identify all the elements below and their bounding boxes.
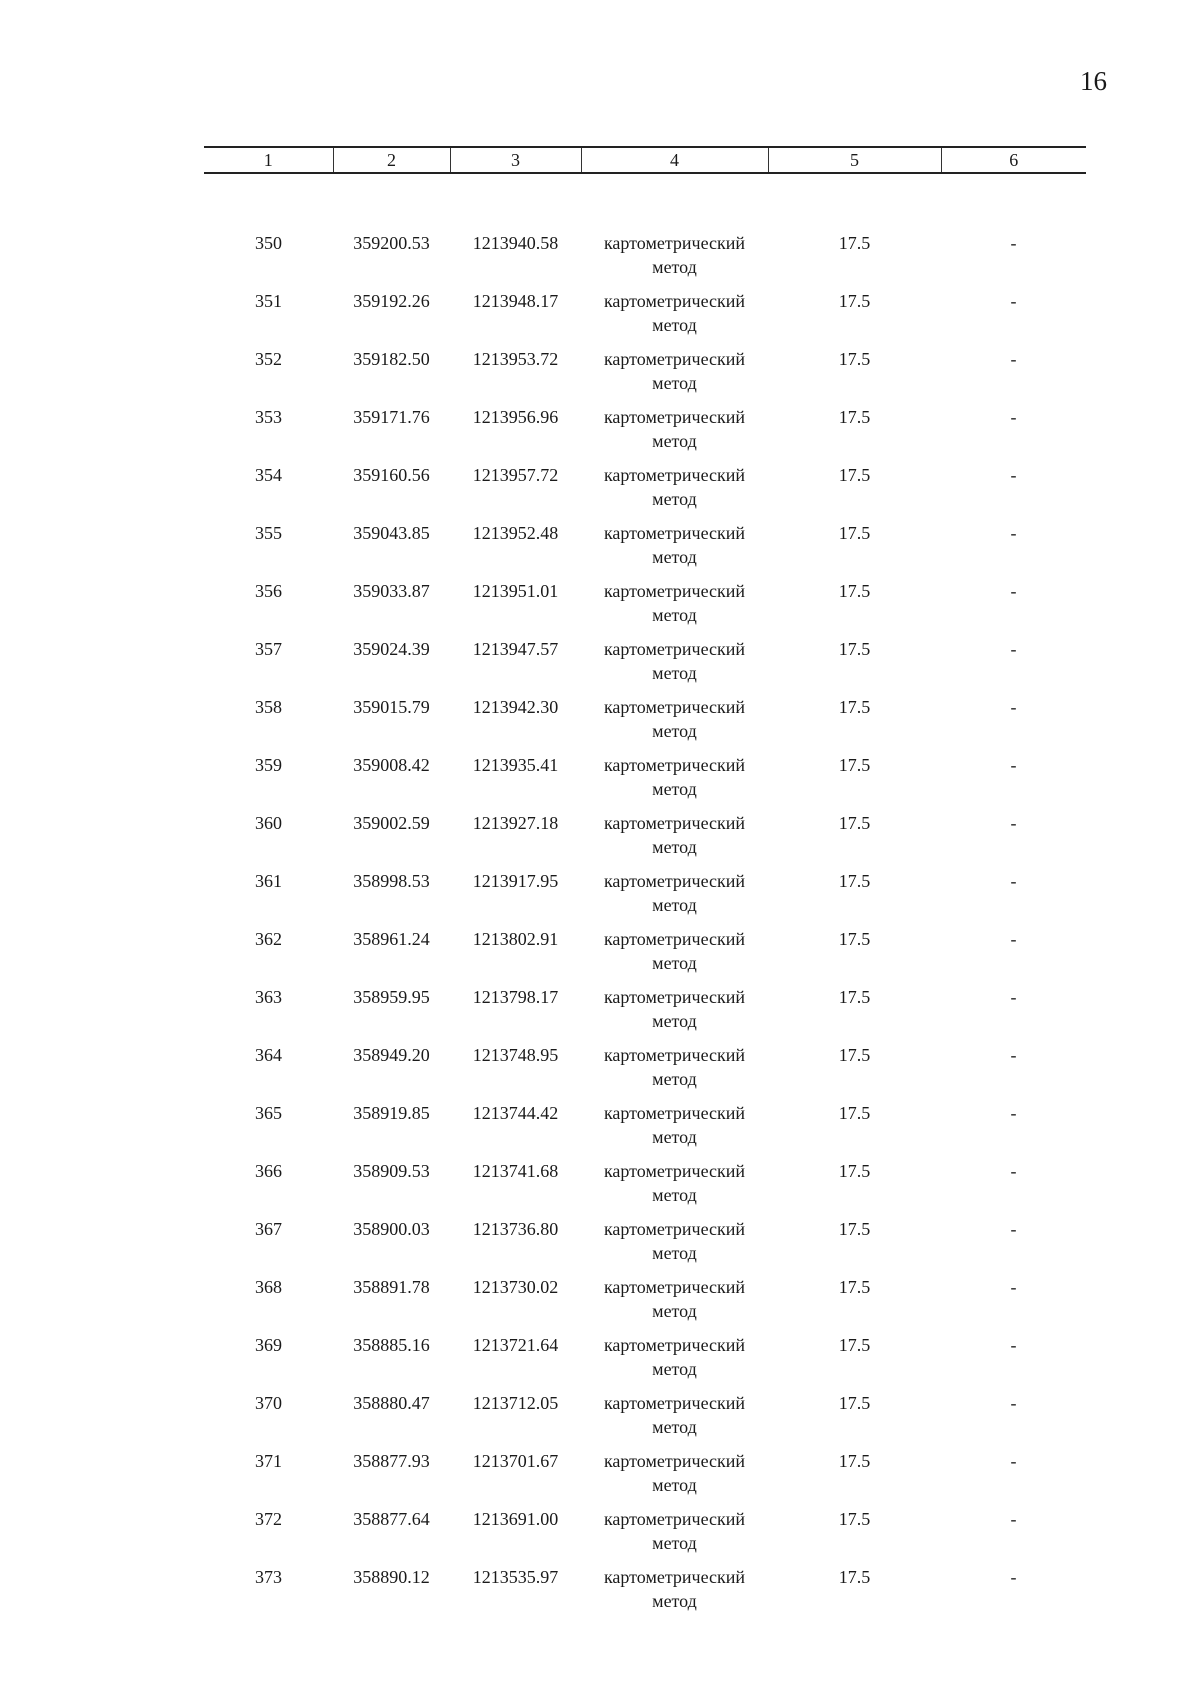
method-line-2: метод [652, 1243, 697, 1263]
page-number: 16 [1080, 66, 1107, 96]
note-cell: - [1010, 1509, 1017, 1529]
method-line-1: картометрический [603, 697, 746, 717]
method-cell [581, 405, 768, 463]
table-row [204, 637, 1086, 695]
method-line-2: метод [652, 721, 697, 741]
point-number-cell: 356 [255, 581, 282, 601]
table-row [204, 1101, 1086, 1159]
x-coordinate-cell: 358877.93 [353, 1451, 430, 1471]
accuracy-cell: 17.5 [838, 349, 871, 369]
column-header-1: 1 [204, 147, 333, 173]
accuracy-cell: 17.5 [838, 523, 871, 543]
accuracy-cell: 17.5 [838, 987, 871, 1007]
y-coordinate-cell: 1213935.41 [472, 755, 559, 775]
accuracy-cell: 17.5 [838, 871, 871, 891]
accuracy-cell: 17.5 [838, 1393, 871, 1413]
method-cell [581, 695, 768, 753]
method-cell [581, 985, 768, 1043]
note-cell: - [1010, 1335, 1017, 1355]
method-line-2: метод [652, 1069, 697, 1089]
x-coordinate-cell: 359002.59 [353, 813, 430, 833]
note-cell: - [1010, 755, 1017, 775]
method-cell [581, 1217, 768, 1275]
table-row [204, 521, 1086, 579]
point-number-cell: 364 [255, 1045, 282, 1065]
method-line-1: картометрический [603, 465, 746, 485]
x-coordinate-cell: 359008.42 [353, 755, 430, 775]
point-number-cell: 372 [255, 1509, 282, 1529]
table-row [204, 927, 1086, 985]
y-coordinate-cell: 1213947.57 [472, 639, 559, 659]
method-cell [581, 1043, 768, 1101]
method-cell [581, 1159, 768, 1217]
note-cell: - [1010, 465, 1017, 485]
table-row [204, 1565, 1086, 1623]
point-number-cell: 371 [255, 1451, 282, 1471]
method-line-1: картометрический [603, 1451, 746, 1471]
y-coordinate-cell: 1213948.17 [472, 291, 559, 311]
method-line-1: картометрический [603, 987, 746, 1007]
x-coordinate-cell: 358959.95 [353, 987, 430, 1007]
method-line-2: метод [652, 837, 697, 857]
accuracy-cell: 17.5 [838, 1509, 871, 1529]
method-cell [581, 1101, 768, 1159]
y-coordinate-cell: 1213535.97 [472, 1567, 559, 1587]
point-number-cell: 355 [255, 523, 282, 543]
method-line-1: картометрический [603, 581, 746, 601]
method-line-1: картометрический [603, 1045, 746, 1065]
y-coordinate-cell: 1213940.58 [472, 233, 559, 253]
method-line-2: метод [652, 895, 697, 915]
y-coordinate-cell: 1213701.67 [472, 1451, 559, 1471]
method-cell [581, 1507, 768, 1565]
point-number-cell: 351 [255, 291, 282, 311]
table-row [204, 405, 1086, 463]
y-coordinate-cell: 1213927.18 [472, 813, 559, 833]
table-row [204, 695, 1086, 753]
accuracy-cell: 17.5 [838, 407, 871, 427]
method-line-1: картометрический [603, 407, 746, 427]
y-coordinate-cell: 1213748.95 [472, 1045, 559, 1065]
column-header-6: 6 [941, 147, 1086, 173]
point-number-cell: 368 [255, 1277, 282, 1297]
table-row [204, 1391, 1086, 1449]
point-number-cell: 370 [255, 1393, 282, 1413]
method-line-2: метод [652, 547, 697, 567]
column-header-5: 5 [768, 147, 941, 173]
x-coordinate-cell: 358891.78 [353, 1277, 430, 1297]
y-coordinate-cell: 1213721.64 [472, 1335, 559, 1355]
method-cell [581, 811, 768, 869]
x-coordinate-cell: 359043.85 [353, 523, 430, 543]
y-coordinate-cell: 1213798.17 [472, 987, 559, 1007]
accuracy-cell: 17.5 [838, 1103, 871, 1123]
x-coordinate-cell: 358890.12 [353, 1567, 430, 1587]
point-number-cell: 367 [255, 1219, 282, 1239]
point-number-cell: 365 [255, 1103, 282, 1123]
header-spacer [204, 173, 1086, 231]
y-coordinate-cell: 1213736.80 [472, 1219, 559, 1239]
accuracy-cell: 17.5 [838, 233, 871, 253]
method-line-2: метод [652, 1475, 697, 1495]
table-row [204, 1507, 1086, 1565]
note-cell: - [1010, 291, 1017, 311]
point-number-cell: 361 [255, 871, 282, 891]
y-coordinate-cell: 1213741.68 [472, 1161, 559, 1181]
note-cell: - [1010, 639, 1017, 659]
point-number-cell: 362 [255, 929, 282, 949]
table-row [204, 985, 1086, 1043]
column-header-2: 2 [333, 147, 450, 173]
note-cell: - [1010, 523, 1017, 543]
method-line-1: картометрический [603, 523, 746, 543]
method-line-1: картометрический [603, 813, 746, 833]
method-line-2: метод [652, 1533, 697, 1553]
accuracy-cell: 17.5 [838, 291, 871, 311]
method-line-2: метод [652, 1591, 697, 1611]
y-coordinate-cell: 1213956.96 [472, 407, 559, 427]
x-coordinate-cell: 359015.79 [353, 697, 430, 717]
method-line-2: метод [652, 1417, 697, 1437]
y-coordinate-cell: 1213952.48 [472, 523, 559, 543]
method-cell [581, 927, 768, 985]
accuracy-cell: 17.5 [838, 1161, 871, 1181]
note-cell: - [1010, 1393, 1017, 1413]
x-coordinate-cell: 358919.85 [353, 1103, 430, 1123]
method-line-2: метод [652, 257, 697, 277]
method-line-1: картометрический [603, 1161, 746, 1181]
method-cell [581, 637, 768, 695]
method-cell [581, 1391, 768, 1449]
x-coordinate-cell: 359192.26 [353, 291, 430, 311]
accuracy-cell: 17.5 [838, 1335, 871, 1355]
method-line-2: метод [652, 605, 697, 625]
table-row [204, 579, 1086, 637]
coordinates-table [204, 146, 1086, 1623]
accuracy-cell: 17.5 [838, 465, 871, 485]
x-coordinate-cell: 359182.50 [353, 349, 430, 369]
accuracy-cell: 17.5 [838, 929, 871, 949]
method-cell [581, 579, 768, 637]
accuracy-cell: 17.5 [838, 1045, 871, 1065]
method-line-1: картометрический [603, 1567, 746, 1587]
x-coordinate-cell: 358880.47 [353, 1393, 430, 1413]
y-coordinate-cell: 1213802.91 [472, 929, 559, 949]
table-row [204, 1217, 1086, 1275]
point-number-cell: 359 [255, 755, 282, 775]
table-row [204, 1043, 1086, 1101]
method-line-2: метод [652, 315, 697, 335]
x-coordinate-cell: 359160.56 [353, 465, 430, 485]
method-line-1: картометрический [603, 291, 746, 311]
point-number-cell: 360 [255, 813, 282, 833]
x-coordinate-cell: 359200.53 [353, 233, 430, 253]
x-coordinate-cell: 358900.03 [353, 1219, 430, 1239]
method-line-1: картометрический [603, 233, 746, 253]
method-line-1: картометрический [603, 1509, 746, 1529]
method-line-2: метод [652, 489, 697, 509]
x-coordinate-cell: 358909.53 [353, 1161, 430, 1181]
y-coordinate-cell: 1213953.72 [472, 349, 559, 369]
point-number-cell: 357 [255, 639, 282, 659]
table-row [204, 1449, 1086, 1507]
y-coordinate-cell: 1213917.95 [472, 871, 559, 891]
note-cell: - [1010, 1045, 1017, 1065]
note-cell: - [1010, 1451, 1017, 1471]
method-line-1: картометрический [603, 871, 746, 891]
method-line-2: метод [652, 1185, 697, 1205]
method-line-1: картометрический [603, 1335, 746, 1355]
note-cell: - [1010, 349, 1017, 369]
table-row [204, 231, 1086, 289]
x-coordinate-cell: 359024.39 [353, 639, 430, 659]
accuracy-cell: 17.5 [838, 639, 871, 659]
table-row [204, 1159, 1086, 1217]
table-row [204, 463, 1086, 521]
point-number-cell: 352 [255, 349, 282, 369]
note-cell: - [1010, 1567, 1017, 1587]
method-line-2: метод [652, 1011, 697, 1031]
x-coordinate-cell: 358949.20 [353, 1045, 430, 1065]
table-row [204, 289, 1086, 347]
method-cell [581, 869, 768, 927]
table-header-row [204, 147, 1086, 173]
x-coordinate-cell: 358961.24 [353, 929, 430, 949]
note-cell: - [1010, 697, 1017, 717]
accuracy-cell: 17.5 [838, 1451, 871, 1471]
method-cell [581, 289, 768, 347]
method-cell [581, 231, 768, 289]
table-row [204, 869, 1086, 927]
accuracy-cell: 17.5 [838, 697, 871, 717]
note-cell: - [1010, 987, 1017, 1007]
y-coordinate-cell: 1213691.00 [472, 1509, 559, 1529]
note-cell: - [1010, 1277, 1017, 1297]
point-number-cell: 369 [255, 1335, 282, 1355]
y-coordinate-cell: 1213957.72 [472, 465, 559, 485]
x-coordinate-cell: 359033.87 [353, 581, 430, 601]
method-cell [581, 1333, 768, 1391]
method-line-2: метод [652, 779, 697, 799]
method-line-2: метод [652, 1301, 697, 1321]
y-coordinate-cell: 1213951.01 [472, 581, 559, 601]
x-coordinate-cell: 358885.16 [353, 1335, 430, 1355]
x-coordinate-cell: 358998.53 [353, 871, 430, 891]
note-cell: - [1010, 1103, 1017, 1123]
method-line-1: картометрический [603, 1393, 746, 1413]
table-row [204, 347, 1086, 405]
table-body [204, 173, 1086, 1623]
method-cell [581, 753, 768, 811]
table-row [204, 1275, 1086, 1333]
method-line-1: картометрический [603, 1277, 746, 1297]
method-line-2: метод [652, 663, 697, 683]
table-row [204, 753, 1086, 811]
accuracy-cell: 17.5 [838, 1219, 871, 1239]
accuracy-cell: 17.5 [838, 581, 871, 601]
method-cell [581, 1565, 768, 1623]
note-cell: - [1010, 929, 1017, 949]
method-line-1: картометрический [603, 929, 746, 949]
point-number-cell: 353 [255, 407, 282, 427]
note-cell: - [1010, 1161, 1017, 1181]
accuracy-cell: 17.5 [838, 1277, 871, 1297]
column-header-3: 3 [450, 147, 581, 173]
method-line-2: метод [652, 431, 697, 451]
method-line-2: метод [652, 1127, 697, 1147]
note-cell: - [1010, 233, 1017, 253]
column-header-4: 4 [581, 147, 768, 173]
note-cell: - [1010, 871, 1017, 891]
method-cell [581, 1449, 768, 1507]
accuracy-cell: 17.5 [838, 1567, 871, 1587]
method-cell [581, 347, 768, 405]
point-number-cell: 366 [255, 1161, 282, 1181]
note-cell: - [1010, 813, 1017, 833]
method-line-1: картометрический [603, 1103, 746, 1123]
point-number-cell: 373 [255, 1567, 282, 1587]
x-coordinate-cell: 358877.64 [353, 1509, 430, 1529]
y-coordinate-cell: 1213730.02 [472, 1277, 559, 1297]
point-number-cell: 363 [255, 987, 282, 1007]
point-number-cell: 358 [255, 697, 282, 717]
method-line-2: метод [652, 953, 697, 973]
point-number-cell: 354 [255, 465, 282, 485]
note-cell: - [1010, 407, 1017, 427]
method-cell [581, 521, 768, 579]
accuracy-cell: 17.5 [838, 813, 871, 833]
method-line-1: картометрический [603, 1219, 746, 1239]
method-line-1: картометрический [603, 639, 746, 659]
y-coordinate-cell: 1213712.05 [472, 1393, 559, 1413]
y-coordinate-cell: 1213942.30 [472, 697, 559, 717]
method-line-2: метод [652, 1359, 697, 1379]
method-cell [581, 463, 768, 521]
y-coordinate-cell: 1213744.42 [472, 1103, 559, 1123]
accuracy-cell: 17.5 [838, 755, 871, 775]
table-row [204, 1333, 1086, 1391]
x-coordinate-cell: 359171.76 [353, 407, 430, 427]
method-line-2: метод [652, 373, 697, 393]
table-row [204, 811, 1086, 869]
point-number-cell: 350 [255, 233, 282, 253]
method-cell [581, 1275, 768, 1333]
method-line-1: картометрический [603, 349, 746, 369]
note-cell: - [1010, 1219, 1017, 1239]
note-cell: - [1010, 581, 1017, 601]
method-line-1: картометрический [603, 755, 746, 775]
